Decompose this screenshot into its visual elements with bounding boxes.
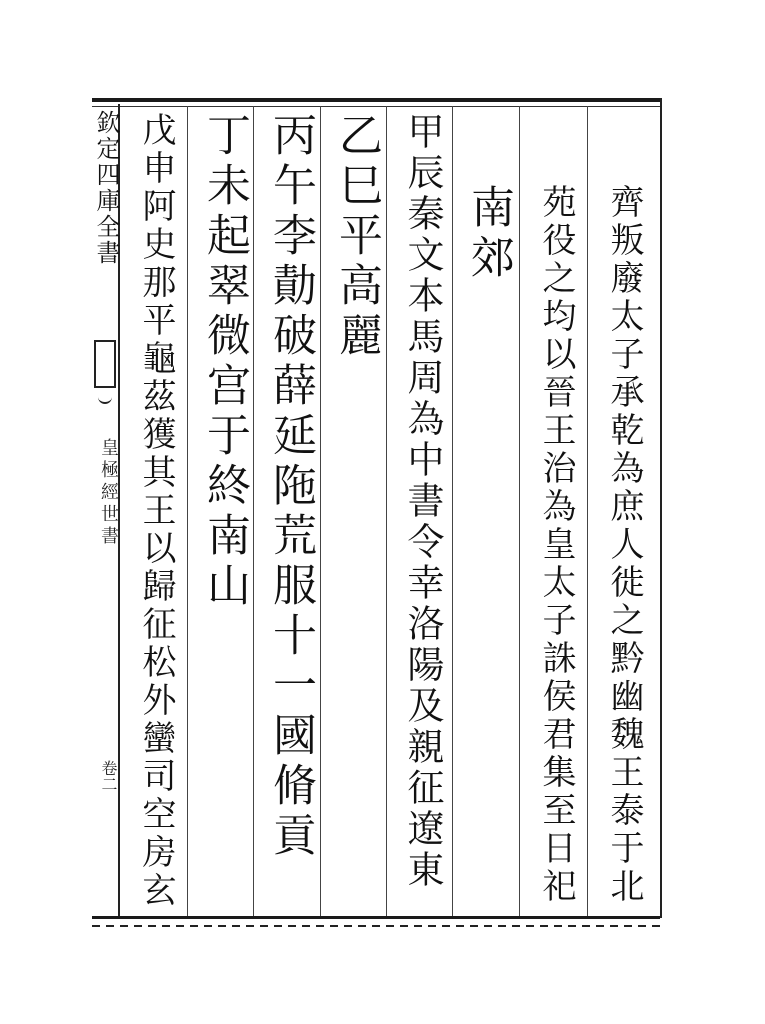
column-rule: [386, 106, 387, 916]
column-rule: [187, 106, 188, 916]
text-column-1: 齊叛廢太子承乾為庶人徙之黔幽魏王泰于北: [604, 184, 644, 906]
column-rule: [519, 106, 520, 916]
text-column-4: 甲辰秦文本馬周為中書令幸洛陽及親征遼東: [401, 112, 444, 891]
frame-border-top-inner: [92, 106, 660, 107]
text-column-2: 苑役之均以晉王治為皇太子誅侯君集至日祀: [536, 184, 576, 906]
fish-tail-mark: [94, 340, 116, 388]
margin-book-title: 皇極經世書: [98, 438, 119, 548]
column-rule: [253, 106, 254, 916]
column-rule: [587, 106, 588, 916]
text-column-5: 乙巳平高麗: [331, 112, 382, 362]
frame-border-bottom: [92, 916, 660, 919]
margin-juan-number: 卷二: [99, 760, 118, 792]
frame-border-right: [660, 98, 662, 918]
frame-border-top: [92, 98, 660, 102]
text-column-7: 丁未起翠微宫于終南山: [199, 112, 250, 612]
column-rule: [320, 106, 321, 916]
text-column-3: 南郊: [463, 184, 514, 284]
text-column-6: 丙午李勣破薛延陁荒服十一國脩貢: [265, 112, 316, 862]
margin-collection-title: 欽定四庫全書: [92, 110, 120, 266]
frame-border-bottom-dash: [92, 925, 660, 927]
text-column-8: 戊申阿史那平龜茲獲其王以歸征松外蠻司空房玄: [136, 112, 176, 910]
column-rule: [452, 106, 453, 916]
